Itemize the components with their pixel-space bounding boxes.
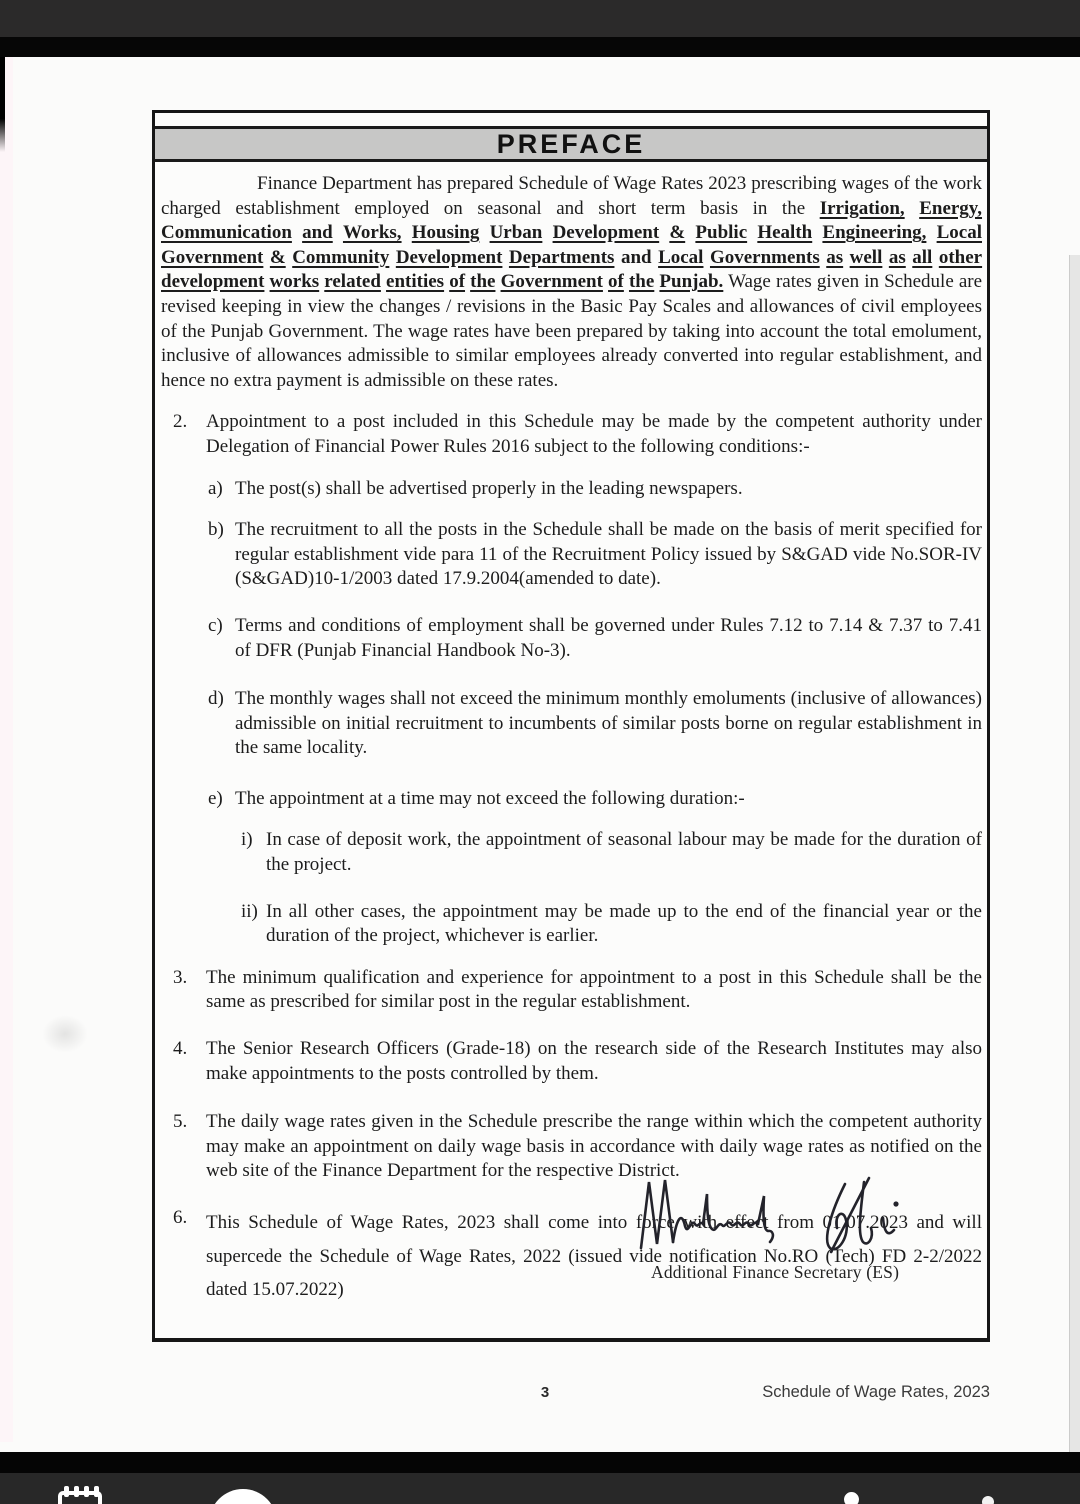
page-right-edge bbox=[1069, 255, 1080, 1452]
signature-scribble bbox=[633, 1168, 943, 1268]
item-3-text: The minimum qualification and experience for appointment to a post in this Schedule shall be the same as prescribed for similar post in the regular establishment. bbox=[206, 966, 982, 1013]
item-2c bbox=[161, 614, 982, 663]
item-4-text: The Senior Research Officers (Grade-18) on the research side of the Research Institutes may also make appointments to the posts controlled by them. bbox=[206, 1038, 982, 1084]
item-3 bbox=[161, 966, 982, 1015]
item-5-text: The daily wage rates given in the Schedule prescribe the range within which the competent authority may make an appointment on daily wage basis in accordance with daily wage rates as notified on the web site of the Finance Department for the respective District. bbox=[206, 1111, 982, 1182]
item-2c-text: Terms and conditions of employment shall be governed under Rules 7.12 to 7.14 & 7.37 to 7.41 of DFR (Punjab Financial Handbook No-3). bbox=[235, 614, 982, 661]
item-2e-i-text: In case of deposit work, the appointment of seasonal labour may be made for the duration of the project. bbox=[266, 829, 982, 876]
item-2e-i bbox=[161, 828, 982, 877]
item-2e bbox=[161, 787, 982, 812]
item-2e-ii bbox=[161, 900, 982, 949]
item-2e-text: The appointment at a time may not exceed the following duration:- bbox=[235, 787, 745, 809]
preface-title-band bbox=[155, 126, 987, 162]
item-5-marker: 5. bbox=[173, 1111, 188, 1133]
item-3-marker: 3. bbox=[173, 966, 188, 988]
viewer-bottom-divider bbox=[0, 1452, 1080, 1473]
item-2d-marker: d) bbox=[208, 688, 224, 710]
viewer-top-bar bbox=[0, 0, 1080, 37]
item-6-marker: 6. bbox=[173, 1207, 188, 1228]
dot-icon[interactable] bbox=[844, 1492, 859, 1504]
item-2e-i-marker: i) bbox=[241, 829, 253, 851]
footer-page-number: 3 bbox=[540, 1384, 550, 1401]
viewer-bottom-toolbar bbox=[0, 1473, 1080, 1504]
dot-icon[interactable] bbox=[982, 1496, 994, 1504]
item-2-marker: 2. bbox=[173, 411, 188, 433]
thumbnails-icon-frame bbox=[58, 1491, 102, 1504]
item-2c-marker: c) bbox=[208, 614, 223, 636]
item-2b bbox=[161, 518, 982, 592]
preface-body bbox=[155, 162, 987, 1307]
item-6-text: This Schedule of Wage Rates, 2023 shall come into force with effect from 01.07.2023 and will supercede the Schedule of Wage Rates, 2022 (issued vide notification No.RO (Tech) FD 2-2/2022 dated 15.07.2022) bbox=[206, 1212, 982, 1300]
scan-smudge bbox=[42, 1015, 88, 1053]
footer-document-title: Schedule of Wage Rates, 2023 bbox=[762, 1383, 990, 1401]
item-4-marker: 4. bbox=[173, 1038, 188, 1060]
item-2d bbox=[161, 687, 982, 761]
item-2d-text: The monthly wages shall not exceed the minimum monthly emoluments (inclusive of allowances) admissible on initial recruitment to incumbents of similar posts borne on regular establishment in the same locality. bbox=[235, 688, 982, 759]
item-2a-text: The post(s) shall be advertised properly in the leading newspapers. bbox=[235, 477, 743, 499]
item-2e-ii-text: In all other cases, the appointment may be made up to the end of the financial year or the duration of the project, whichever is earlier. bbox=[266, 900, 982, 947]
item-2e-ii-marker: ii) bbox=[241, 900, 258, 922]
signature-block bbox=[633, 1168, 953, 1283]
scan-shadow bbox=[0, 57, 5, 152]
item-2a bbox=[161, 477, 982, 502]
avatar-circle[interactable] bbox=[209, 1489, 277, 1504]
preface-box bbox=[152, 110, 990, 1342]
item-2-text: Appointment to a post included in this Schedule may be made by the competent authority under Delegation of Financial Power Rules 2016 subject to the following conditions:- bbox=[206, 411, 982, 457]
item-2b-marker: b) bbox=[208, 519, 224, 541]
document-page bbox=[0, 57, 1080, 1452]
item-2b-text: The recruitment to all the posts in the Schedule shall be made on the basis of merit specified for regular establishment vide para 11 of the Recruitment Policy issued by S&GAD vide No.SOR-IV (S&GAD)10-1/2003 dated 17.9.2004(amended to date). bbox=[235, 519, 982, 590]
viewer-top-divider bbox=[0, 37, 1080, 57]
page-title: PREFACE bbox=[496, 128, 646, 159]
signatory-title: Additional Finance Secretary (ES) bbox=[651, 1262, 900, 1282]
item-2 bbox=[161, 410, 982, 459]
page-left-edge bbox=[0, 57, 13, 1442]
item-4 bbox=[161, 1037, 982, 1086]
item-2e-marker: e) bbox=[208, 787, 223, 809]
item-2a-marker: a) bbox=[208, 477, 223, 499]
intro-paragraph: Finance Department has prepared Schedule of Wage Rates 2023 prescribing wages of the work charged establishment employed on seasonal and short term basis in the Irrigation, Energy, Communication and Works, Housing Urban Development & Public Health Engineering, Local Government & Community Development Departments and Local Governments as well as all other development works related entities of the Government of the Punjab. Wage rates given in Schedule are revised keeping in view the changes / revisions in the Basic Pay Scales and allowances of civil employees of the Punjab Government. The wage rates have been prepared by taking into account the total emolument, inclusive of allowances admissible to similar employees already converted into regular establishment, and hence no extra payment is admissible on these rates. bbox=[161, 173, 983, 391]
thumbnails-icon[interactable] bbox=[58, 1486, 102, 1504]
